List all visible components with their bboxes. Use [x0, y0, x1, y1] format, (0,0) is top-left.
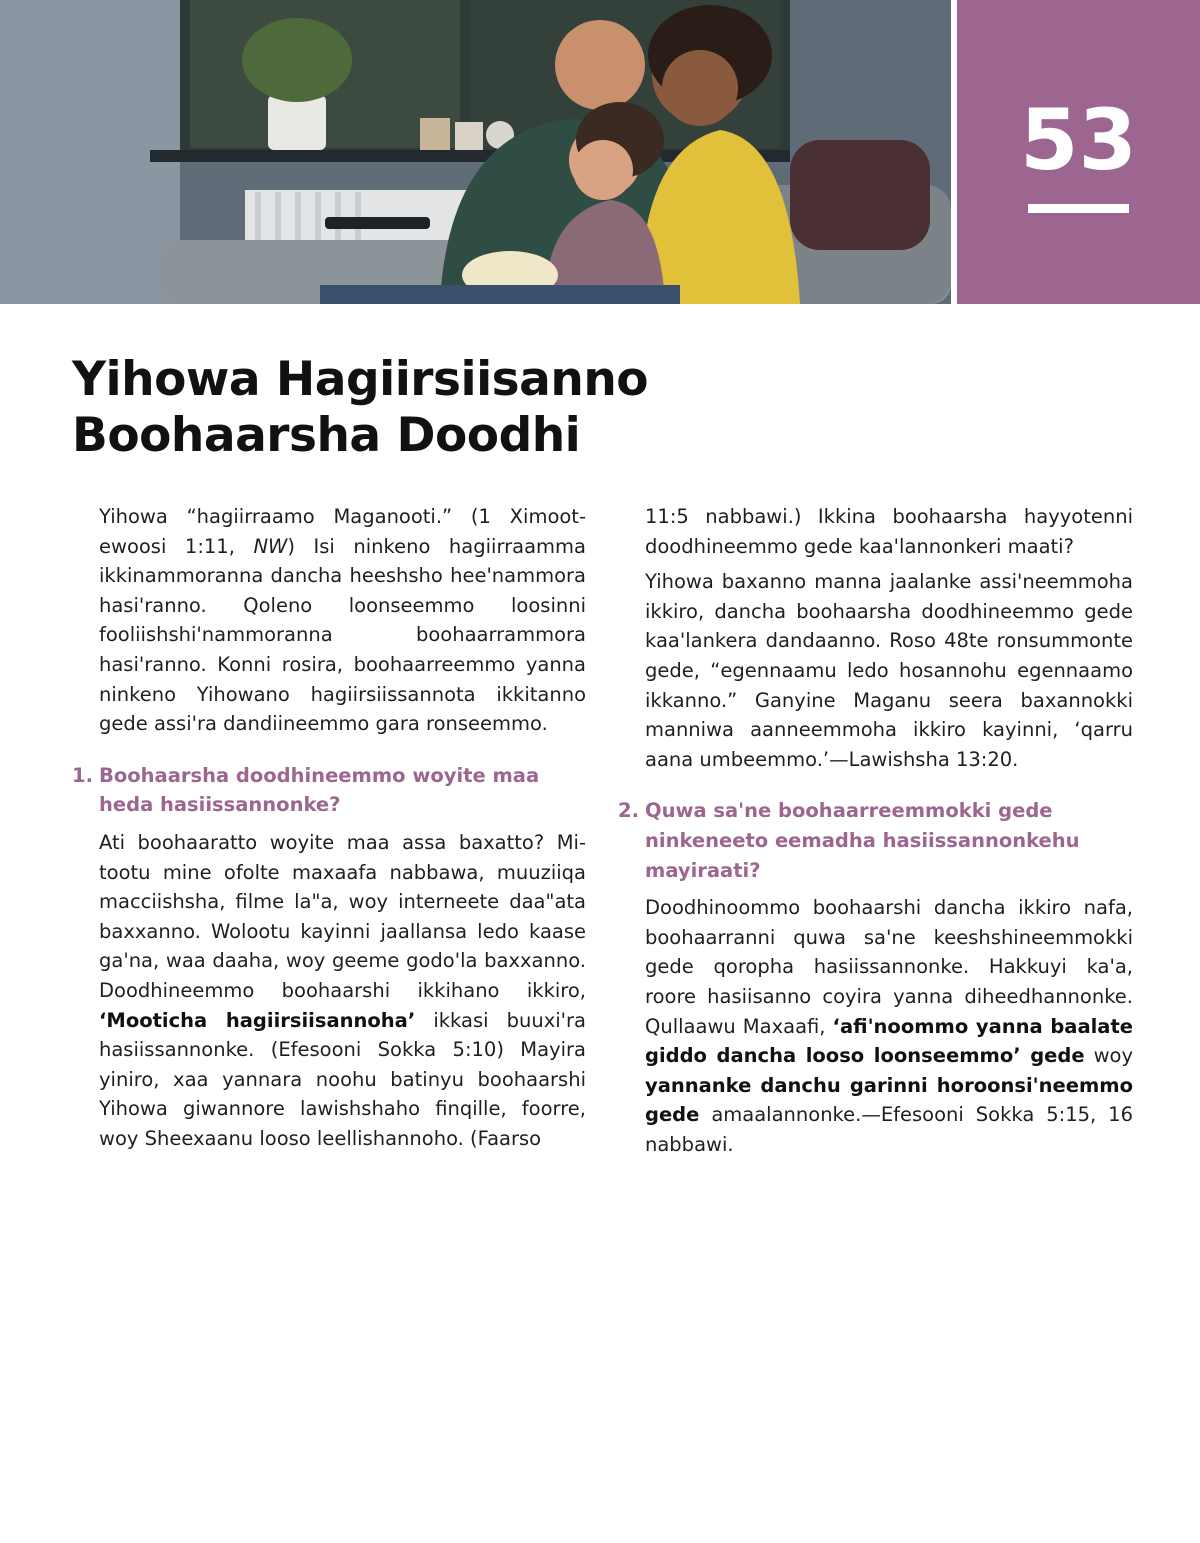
p1-bold: ‘Mooticha hagiirsiisannoha’ — [99, 1008, 416, 1032]
p1-text-a: Ati boohaaratto woyite maa assa baxatto? Mitootu mine ofolte maxaafa nabbawa, muuziiqa macciishsha, filme la"a, woy interneete daa"ata baxxanno. Wolootu kayinni jaallansa ledo kaase ga'na, waa daaha, woy geeme godo'la baxxanno. Doodhineemmo boohaarshi ikkihano ikkiro, — [99, 830, 586, 1002]
paragraph-1-continued: 11:5 nabbawi.) Ikkina boohaarsha hayyotenni doodhineemmo gede kaa'lannonkeri maati? — [645, 505, 1133, 558]
p3-bold-2: yannanke danchu garinni horoonsi'neemmo gede — [645, 1073, 1133, 1127]
p3-text-e: amaalannonke.—Efesooni Sokka 5:15, 16 nabbawi. — [645, 1103, 1133, 1156]
question-1-number: 1. — [72, 763, 93, 787]
intro-text-a: Yihowa “hagiirraamo Maganooti.” (1 Ximootewoosi 1:11, — [99, 505, 586, 558]
lesson-number: 53 — [1020, 91, 1137, 189]
question-2-text: Quwa sa'ne boohaarreemmokki gede ninkeneeto eemadha hasiissannonkehu mayiraati? — [645, 799, 1080, 882]
header-photo — [0, 0, 951, 304]
question-1-text: Boohaarsha doodhineemmo woyite maa heda hasiissannonke? — [99, 763, 540, 817]
intro-nw: NW — [253, 534, 288, 558]
intro-paragraph — [99, 502, 586, 739]
intro-text-b: ) Isi ninkeno hagiirraamma ikkinammoranna dancha heeshsho hee'nammora hasi'ranno. Qoleno loonseemmo loosinni fooliishshi'nammoranna boohaarrammora hasi'ranno. Konni rosira, boohaarreemmo yanna ninkeno Yihowano hagiirsiissannota ikkitanno gede assi'ra dandiineemmo gara ronseemmo. — [99, 534, 586, 736]
p3-bold-1: ‘afi'noommo yanna baalate giddo dancha looso loonseemmo’ gede — [645, 1014, 1133, 1068]
paragraph-2: Yihowa baxanno manna jaalanke assi'neemmoha ikkiro, dancha boohaarsha doodhineemmo gede kaa'lankera dandaanno. Roso 48te ronsummonte gede, “egennaamu ledo hosannohu egennaamo ikkanno.” Ganyine Maganu seera baxannokki manniwa aanneemmoha ikkiro kayinni, ‘qarru aana umbeemmo.’—Lawishsha 13:20. — [645, 570, 1133, 771]
p3-text-a: Doodhinoommo boohaarshi dancha ikkiro nafa, boohaarranni quwa sa'ne keeshshineemmokki gede qoropha hasiissannonke. Hakkuyi ka'a, roore hasiisanno coyira yanna diheedhannonke. Qullaawu Maxaafi, — [645, 896, 1133, 1038]
left-column — [72, 502, 586, 1159]
p1-text-c: ikkasi buuxi'ra hasiissannonke. (Efesooni Sokka 5:10) Mayira yiniro, xaa yannara noohu batinyu boohaarshi Yihowa giwannore lawishshaho finqille, foorre, woy Sheexaanu looso leellishannoho. (Faarso — [99, 1008, 586, 1150]
p3-text-c: woy — [1084, 1044, 1134, 1068]
title-line-2: Boohaarsha Doodhi — [72, 408, 581, 463]
paragraph-3 — [645, 893, 1133, 1159]
paragraph-1 — [99, 828, 586, 1154]
question-2 — [618, 796, 1133, 885]
page-title — [72, 352, 648, 464]
lesson-number-badge — [957, 0, 1200, 304]
question-2-number: 2. — [618, 799, 639, 823]
question-1 — [72, 761, 586, 820]
right-column — [618, 502, 1134, 1165]
title-line-1: Yihowa Hagiirsiisanno — [72, 352, 649, 407]
badge-underline — [1028, 204, 1129, 213]
